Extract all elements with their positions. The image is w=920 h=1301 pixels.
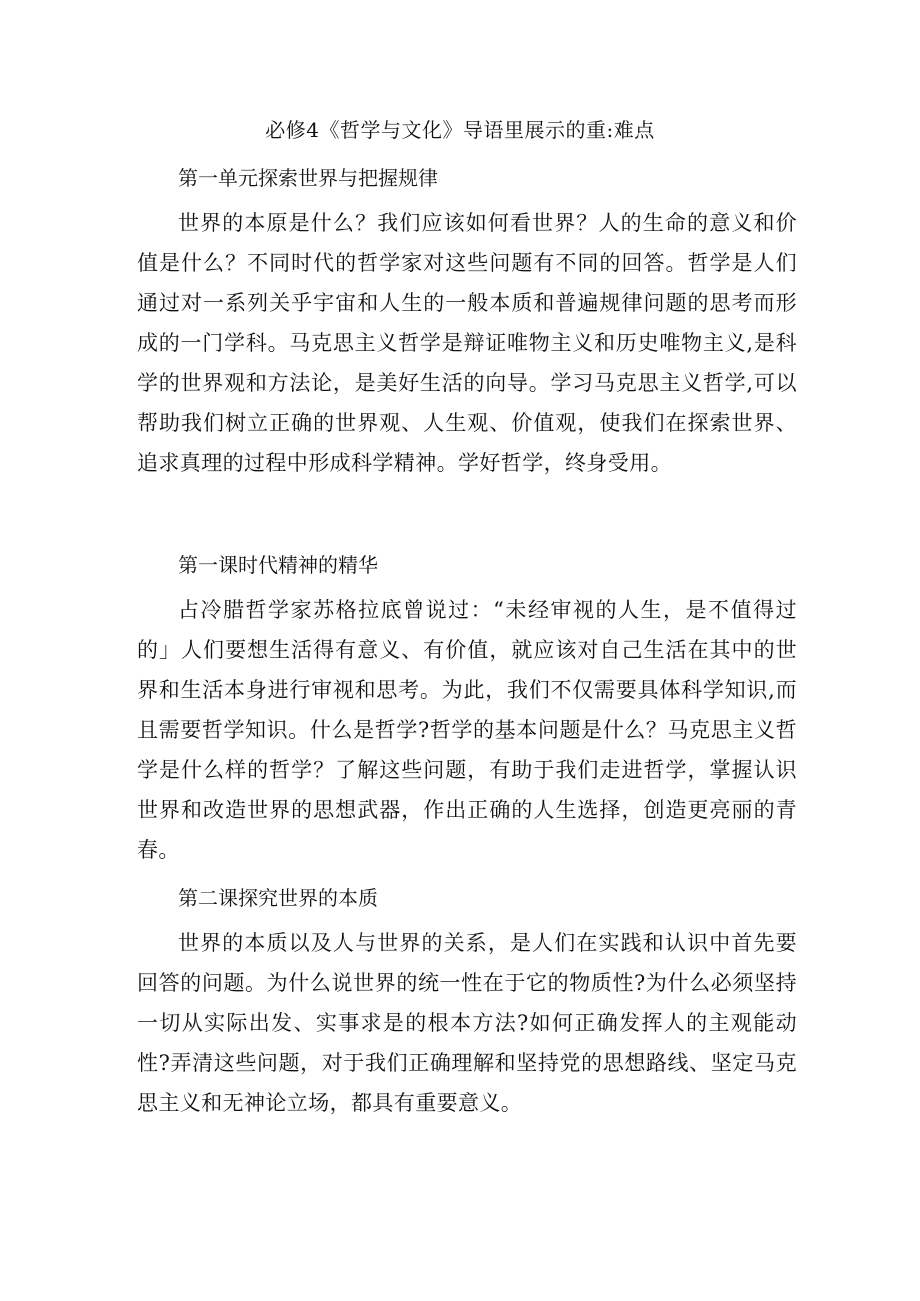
section-heading-unit-1: 第一单元探索世界与把握规律	[178, 166, 438, 190]
document-title: 必修4《哲学与文化》导语里展示的重:难点	[265, 118, 655, 142]
section-paragraph-lesson-1: 占冷腊哲学家苏格拉底曾说过：“未经审视的人生，是不值得过的」人们要想生活得有意义、有价值，就应该对自己生活在其中的世界和生活本身进行审视和思考。为此，我们不仅需要具体科学知识,而且需要哲学知识。什么是哲学?哲学的基本问题是什么？马克思主义哲学是什么样的哲学？了解这些问题，有助于我们走进哲学，掌握认识世界和改造世界的思想武器，作出正确的人生选择，创造更亮丽的青春。	[137, 598, 797, 862]
section-heading-lesson-2: 第二课探究世界的本质	[178, 886, 378, 910]
section-paragraph-unit-1: 世界的本原是什么？我们应该如何看世界？人的生命的意义和价值是什么？不同时代的哲学家对这些问题有不同的回答。哲学是人们通过对一系列关乎宇宙和人生的一般本质和普遍规律问题的思考而形成的一门学科。马克思主义哲学是辩证唯物主义和历史唯物主义,是科学的世界观和方法论，是美好生活的向导。学习马克思主义哲学,可以帮助我们树立正确的世界观、人生观、价值观，使我们在探索世界、追求真理的过程中形成科学精神。学好哲学，终身受用。	[137, 211, 797, 475]
section-paragraph-lesson-2: 世界的本质以及人与世界的关系，是人们在实践和认识中首先要回答的问题。为什么说世界的统一性在于它的物质性?为什么必须坚持一切从实际出发、实事求是的根本方法?如何正确发挥人的主观能动性?弄清这些问题，对于我们正确理解和坚持党的思想路线、坚定马克思主义和无神论立场，都具有重要意义。	[137, 931, 797, 1115]
section-heading-lesson-1: 第一课时代精神的精华	[178, 553, 378, 577]
